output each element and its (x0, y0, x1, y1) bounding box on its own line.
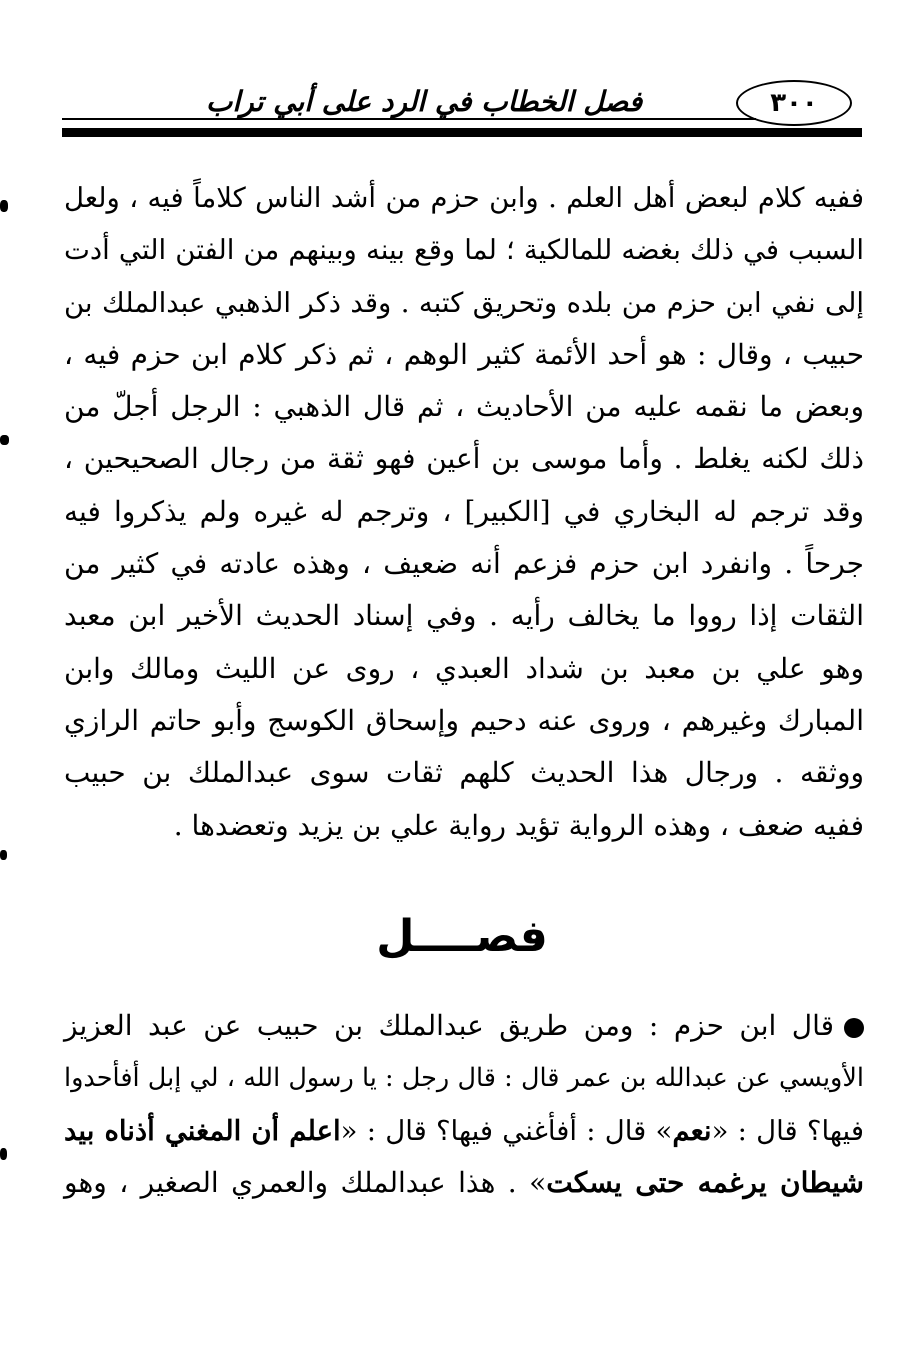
text-line: ذلك لكنه يغلط . وأما موسى بن أعين فهو ثقة من رجال الصحيحين ، (64, 442, 864, 476)
text-line (64, 1000, 864, 1052)
text-line (64, 1157, 864, 1209)
text-run: » قال : أفأغني فيها؟ قال : « (340, 1114, 673, 1147)
text-line: السبب في ذلك بغضه للمالكية ؛ لما وقع بينه وبينهم من الفتن التي أدت (64, 234, 864, 267)
scan-mark (0, 200, 8, 212)
text-run: » . هذا عبدالملك والعمري الصغير ، وهو (64, 1165, 547, 1199)
bold-text-run: اعلم أن المغني أذناه بيد (64, 1114, 341, 1147)
text-line: وهو علي بن معبد بن شداد العبدي ، روى عن الليث ومالك وابن (64, 651, 864, 685)
text-line: إلى نفي ابن حزم من بلده وتحريق كتبه . وقد ذكر الذهبي عبدالملك بن (64, 286, 864, 319)
running-title: فصل الخطاب في الرد على أبي تراب (206, 85, 643, 118)
bold-text-run: نعم (672, 1114, 712, 1147)
text-line: ووثقه . ورجال هذا الحديث كلهم ثقات سوى عبدالملك بن حبيب (64, 756, 864, 790)
scan-mark (0, 850, 7, 860)
bullet-icon (844, 1018, 864, 1038)
scan-mark (0, 1148, 7, 1160)
paragraph-1 (64, 172, 864, 852)
text-line: وقد ترجم له البخاري في [الكبير] ، وترجم له غيره ولم يذكروا فيه (64, 494, 864, 528)
header-rule-thin (62, 118, 756, 120)
bold-text-run: شيطان يرغمه حتى يسكت (546, 1165, 864, 1199)
scan-mark (0, 435, 9, 445)
page-number: ٣٠٠ (770, 88, 818, 118)
text-line: الأويسي عن عبدالله بن عمر قال : قال رجل : يا رسول الله ، لي إبل أفأحدوا (64, 1063, 864, 1094)
section-heading: فصــــل (376, 911, 548, 962)
text-line: المبارك وغيرهم ، وروى عنه دحيم وإسحاق الكوسج وأبو حاتم الرازي (64, 703, 864, 737)
page-header (56, 70, 866, 150)
text-run: فيها؟ قال : « (711, 1114, 864, 1147)
text-line: ففيه كلام لبعض أهل العلم . وابن حزم من أشد الناس كلاماً فيه ، ولعل (64, 182, 864, 214)
text-run: قال ابن حزم : ومن طريق عبدالملك بن حبيب عن عبد العزيز (64, 1009, 835, 1042)
paragraph-2 (64, 1000, 864, 1209)
text-line: حبيب ، وقال : هو أحد الأئمة كثير الوهم ، ثم ذكر كلام ابن حزم فيه ، (64, 337, 864, 371)
text-line: وبعض ما نقمه عليه من الأحاديث ، ثم قال الذهبي : الرجل أجلّ من (64, 390, 864, 424)
text-line: جرحاً . وانفرد ابن حزم فزعم أنه ضعيف ، وهذه عادته في كثير من (64, 547, 864, 581)
text-line: ففيه ضعف ، وهذه الرواية تؤيد رواية علي بن يزيد وتعضدها . (173, 808, 864, 842)
header-rule-thick (62, 128, 862, 137)
text-line: الثقات إذا رووا ما يخالف رأيه . وفي إسناد الحديث الأخير ابن معبد (64, 599, 864, 633)
text-line (64, 1105, 864, 1157)
